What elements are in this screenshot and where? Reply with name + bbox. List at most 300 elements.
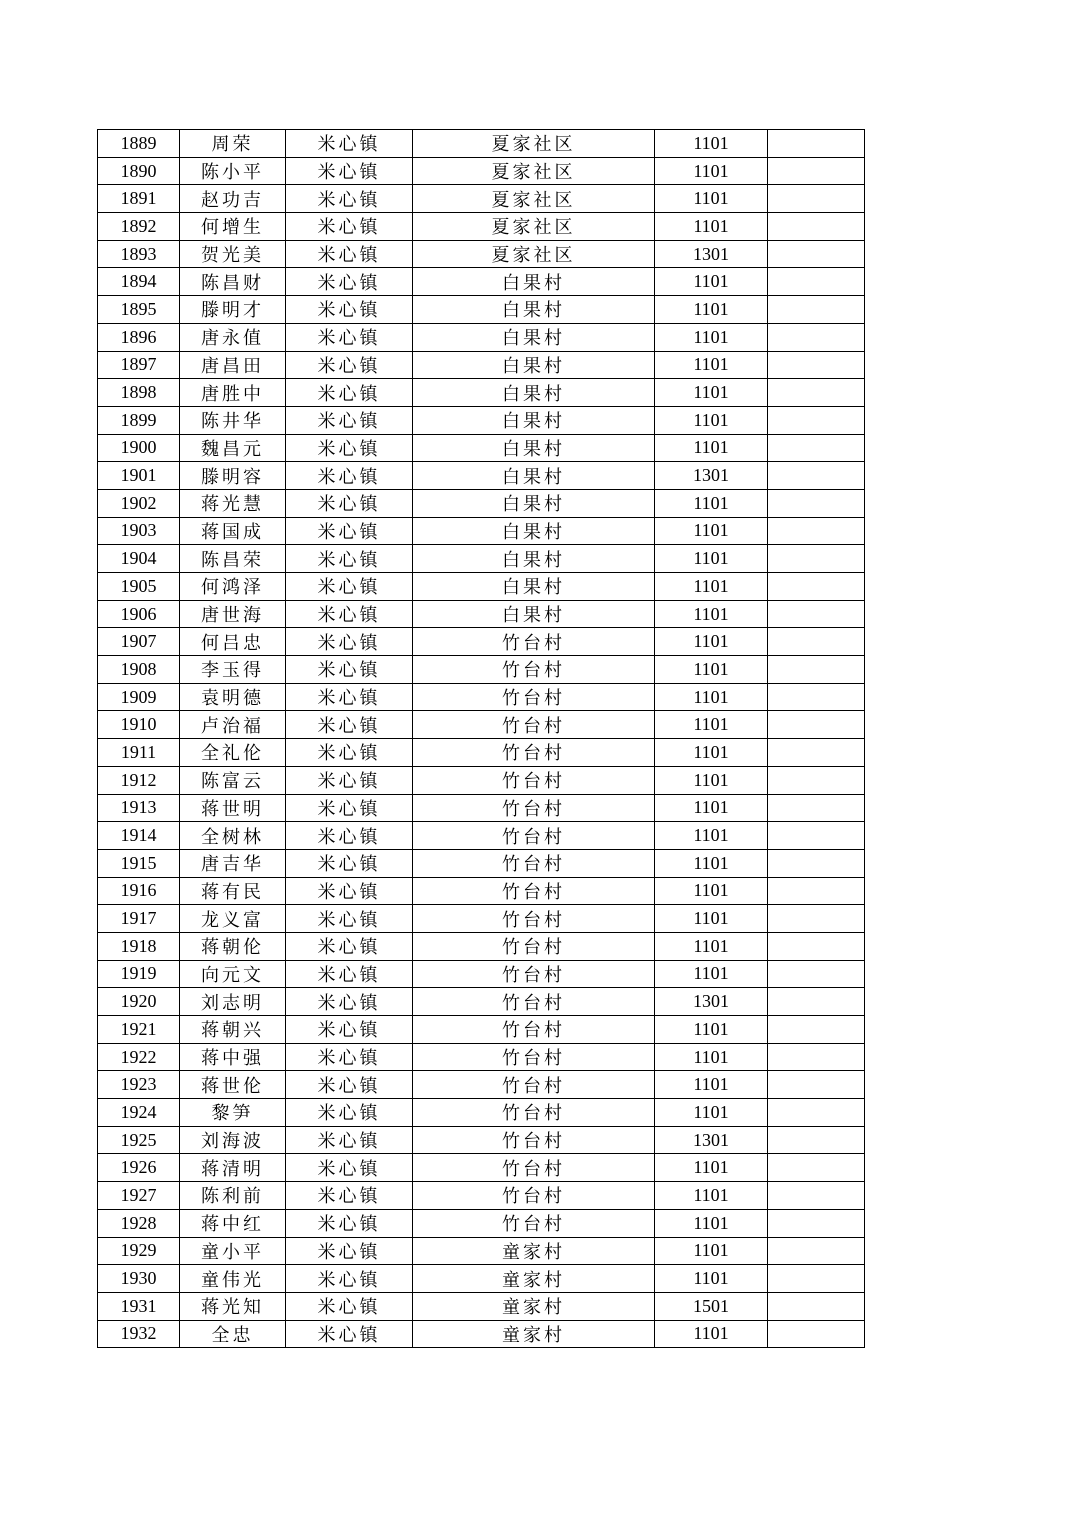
remarks-cell [768, 766, 865, 794]
table-row [98, 1126, 865, 1154]
town-name: 米心镇 [286, 351, 413, 379]
town-name: 米心镇 [286, 1209, 413, 1237]
town-name: 米心镇 [286, 1292, 413, 1320]
category-code: 1101 [655, 1071, 768, 1099]
person-name: 何鸿泽 [180, 573, 286, 601]
remarks-cell [768, 656, 865, 684]
row-number: 1930 [98, 1265, 180, 1293]
table-row [98, 1182, 865, 1210]
person-name: 唐世海 [180, 600, 286, 628]
table-row [98, 932, 865, 960]
row-number: 1892 [98, 213, 180, 241]
row-number: 1928 [98, 1209, 180, 1237]
table-row [98, 185, 865, 213]
person-name: 蒋国成 [180, 517, 286, 545]
row-number: 1891 [98, 185, 180, 213]
table-row [98, 849, 865, 877]
row-number: 1893 [98, 240, 180, 268]
table-row [98, 462, 865, 490]
table-row [98, 130, 865, 158]
remarks-cell [768, 462, 865, 490]
town-name: 米心镇 [286, 240, 413, 268]
row-number: 1897 [98, 351, 180, 379]
table-row [98, 434, 865, 462]
category-code: 1101 [655, 379, 768, 407]
row-number: 1909 [98, 683, 180, 711]
row-number: 1912 [98, 766, 180, 794]
remarks-cell [768, 489, 865, 517]
person-name: 周荣 [180, 130, 286, 158]
category-code: 1101 [655, 1043, 768, 1071]
row-number: 1901 [98, 462, 180, 490]
table-row [98, 351, 865, 379]
category-code: 1101 [655, 268, 768, 296]
person-name: 蒋光知 [180, 1292, 286, 1320]
table-row [98, 822, 865, 850]
table-row [98, 1043, 865, 1071]
person-name: 陈小平 [180, 157, 286, 185]
town-name: 米心镇 [286, 877, 413, 905]
row-number: 1931 [98, 1292, 180, 1320]
table-row [98, 988, 865, 1016]
village-name: 竹台村 [413, 794, 655, 822]
remarks-cell [768, 1265, 865, 1293]
table-row [98, 1265, 865, 1293]
village-name: 白果村 [413, 517, 655, 545]
category-code: 1101 [655, 573, 768, 601]
table-row [98, 1320, 865, 1348]
person-name: 全树林 [180, 822, 286, 850]
person-name: 贺光美 [180, 240, 286, 268]
table-row [98, 960, 865, 988]
category-code: 1101 [655, 157, 768, 185]
town-name: 米心镇 [286, 1182, 413, 1210]
village-name: 白果村 [413, 434, 655, 462]
row-number: 1905 [98, 573, 180, 601]
category-code: 1101 [655, 960, 768, 988]
remarks-cell [768, 683, 865, 711]
town-name: 米心镇 [286, 434, 413, 462]
category-code: 1101 [655, 1237, 768, 1265]
remarks-cell [768, 600, 865, 628]
person-name: 蒋光慧 [180, 489, 286, 517]
row-number: 1908 [98, 656, 180, 684]
row-number: 1890 [98, 157, 180, 185]
row-number: 1927 [98, 1182, 180, 1210]
row-number: 1899 [98, 406, 180, 434]
village-name: 竹台村 [413, 932, 655, 960]
person-name: 陈昌财 [180, 268, 286, 296]
village-name: 白果村 [413, 545, 655, 573]
person-name: 蒋有民 [180, 877, 286, 905]
person-name: 蒋世伦 [180, 1071, 286, 1099]
village-name: 白果村 [413, 462, 655, 490]
person-name: 刘志明 [180, 988, 286, 1016]
person-name: 魏昌元 [180, 434, 286, 462]
town-name: 米心镇 [286, 517, 413, 545]
row-number: 1925 [98, 1126, 180, 1154]
row-number: 1907 [98, 628, 180, 656]
person-name: 蒋中强 [180, 1043, 286, 1071]
person-name: 李玉得 [180, 656, 286, 684]
town-name: 米心镇 [286, 1071, 413, 1099]
town-name: 米心镇 [286, 711, 413, 739]
row-number: 1921 [98, 1016, 180, 1044]
category-code: 1101 [655, 628, 768, 656]
category-code: 1101 [655, 739, 768, 767]
remarks-cell [768, 905, 865, 933]
town-name: 米心镇 [286, 323, 413, 351]
town-name: 米心镇 [286, 1126, 413, 1154]
category-code: 1101 [655, 877, 768, 905]
row-number: 1898 [98, 379, 180, 407]
category-code: 1101 [655, 1016, 768, 1044]
town-name: 米心镇 [286, 545, 413, 573]
table-row [98, 877, 865, 905]
category-code: 1101 [655, 905, 768, 933]
remarks-cell [768, 1320, 865, 1348]
table-row [98, 268, 865, 296]
remarks-cell [768, 323, 865, 351]
table-row [98, 489, 865, 517]
remarks-cell [768, 988, 865, 1016]
category-code: 1101 [655, 323, 768, 351]
town-name: 米心镇 [286, 489, 413, 517]
village-name: 童家村 [413, 1237, 655, 1265]
row-number: 1917 [98, 905, 180, 933]
person-name: 何吕忠 [180, 628, 286, 656]
remarks-cell [768, 1071, 865, 1099]
table-row [98, 296, 865, 324]
person-name: 滕明才 [180, 296, 286, 324]
category-code: 1101 [655, 711, 768, 739]
remarks-cell [768, 1292, 865, 1320]
table-row [98, 157, 865, 185]
village-name: 童家村 [413, 1320, 655, 1348]
row-number: 1914 [98, 822, 180, 850]
remarks-cell [768, 1126, 865, 1154]
table-row [98, 573, 865, 601]
person-name: 蒋清明 [180, 1154, 286, 1182]
village-name: 童家村 [413, 1292, 655, 1320]
town-name: 米心镇 [286, 905, 413, 933]
person-name: 刘海波 [180, 1126, 286, 1154]
town-name: 米心镇 [286, 1237, 413, 1265]
person-name: 陈昌荣 [180, 545, 286, 573]
remarks-cell [768, 379, 865, 407]
town-name: 米心镇 [286, 1320, 413, 1348]
category-code: 1501 [655, 1292, 768, 1320]
remarks-cell [768, 573, 865, 601]
table-row [98, 600, 865, 628]
category-code: 1101 [655, 406, 768, 434]
village-name: 夏家社区 [413, 213, 655, 241]
town-name: 米心镇 [286, 739, 413, 767]
category-code: 1101 [655, 517, 768, 545]
person-name: 赵功吉 [180, 185, 286, 213]
category-code: 1101 [655, 1154, 768, 1182]
row-number: 1895 [98, 296, 180, 324]
category-code: 1101 [655, 296, 768, 324]
remarks-cell [768, 1016, 865, 1044]
table-row [98, 1154, 865, 1182]
village-name: 夏家社区 [413, 157, 655, 185]
remarks-cell [768, 960, 865, 988]
remarks-cell [768, 1154, 865, 1182]
village-name: 竹台村 [413, 628, 655, 656]
remarks-cell [768, 185, 865, 213]
town-name: 米心镇 [286, 157, 413, 185]
row-number: 1920 [98, 988, 180, 1016]
village-name: 竹台村 [413, 1154, 655, 1182]
village-name: 白果村 [413, 489, 655, 517]
table-row [98, 1237, 865, 1265]
table-row [98, 1292, 865, 1320]
person-name: 黎笋 [180, 1099, 286, 1127]
remarks-cell [768, 1043, 865, 1071]
row-number: 1889 [98, 130, 180, 158]
remarks-cell [768, 1099, 865, 1127]
table-row [98, 905, 865, 933]
town-name: 米心镇 [286, 462, 413, 490]
remarks-cell [768, 434, 865, 462]
category-code: 1301 [655, 240, 768, 268]
village-name: 竹台村 [413, 849, 655, 877]
row-number: 1923 [98, 1071, 180, 1099]
remarks-cell [768, 794, 865, 822]
town-name: 米心镇 [286, 1154, 413, 1182]
town-name: 米心镇 [286, 600, 413, 628]
table-row [98, 406, 865, 434]
category-code: 1101 [655, 185, 768, 213]
category-code: 1101 [655, 822, 768, 850]
village-name: 夏家社区 [413, 185, 655, 213]
roster-table-body [98, 130, 865, 1348]
category-code: 1101 [655, 683, 768, 711]
town-name: 米心镇 [286, 960, 413, 988]
table-row [98, 794, 865, 822]
remarks-cell [768, 1209, 865, 1237]
remarks-cell [768, 822, 865, 850]
village-name: 竹台村 [413, 1043, 655, 1071]
row-number: 1916 [98, 877, 180, 905]
town-name: 米心镇 [286, 1099, 413, 1127]
person-name: 蒋朝兴 [180, 1016, 286, 1044]
category-code: 1101 [655, 849, 768, 877]
table-row [98, 1099, 865, 1127]
town-name: 米心镇 [286, 1043, 413, 1071]
remarks-cell [768, 130, 865, 158]
person-name: 唐永值 [180, 323, 286, 351]
village-name: 竹台村 [413, 1016, 655, 1044]
row-number: 1929 [98, 1237, 180, 1265]
remarks-cell [768, 296, 865, 324]
person-name: 唐昌田 [180, 351, 286, 379]
village-name: 竹台村 [413, 1182, 655, 1210]
table-row [98, 1209, 865, 1237]
town-name: 米心镇 [286, 683, 413, 711]
town-name: 米心镇 [286, 628, 413, 656]
village-name: 白果村 [413, 379, 655, 407]
village-name: 白果村 [413, 573, 655, 601]
remarks-cell [768, 517, 865, 545]
village-name: 夏家社区 [413, 130, 655, 158]
table-row [98, 517, 865, 545]
village-name: 竹台村 [413, 739, 655, 767]
table-row [98, 379, 865, 407]
village-name: 竹台村 [413, 1071, 655, 1099]
village-name: 竹台村 [413, 766, 655, 794]
category-code: 1101 [655, 213, 768, 241]
town-name: 米心镇 [286, 932, 413, 960]
person-name: 全忠 [180, 1320, 286, 1348]
table-row [98, 240, 865, 268]
person-name: 袁明德 [180, 683, 286, 711]
row-number: 1926 [98, 1154, 180, 1182]
category-code: 1101 [655, 766, 768, 794]
village-name: 白果村 [413, 323, 655, 351]
row-number: 1913 [98, 794, 180, 822]
category-code: 1101 [655, 489, 768, 517]
category-code: 1101 [655, 1265, 768, 1293]
remarks-cell [768, 157, 865, 185]
category-code: 1101 [655, 434, 768, 462]
town-name: 米心镇 [286, 213, 413, 241]
town-name: 米心镇 [286, 766, 413, 794]
remarks-cell [768, 545, 865, 573]
village-name: 竹台村 [413, 988, 655, 1016]
remarks-cell [768, 932, 865, 960]
town-name: 米心镇 [286, 822, 413, 850]
category-code: 1101 [655, 794, 768, 822]
row-number: 1915 [98, 849, 180, 877]
town-name: 米心镇 [286, 1016, 413, 1044]
town-name: 米心镇 [286, 185, 413, 213]
person-name: 唐吉华 [180, 849, 286, 877]
village-name: 竹台村 [413, 683, 655, 711]
category-code: 1301 [655, 1126, 768, 1154]
town-name: 米心镇 [286, 130, 413, 158]
roster-table [97, 129, 865, 1348]
person-name: 全礼伦 [180, 739, 286, 767]
town-name: 米心镇 [286, 988, 413, 1016]
category-code: 1101 [655, 545, 768, 573]
category-code: 1301 [655, 988, 768, 1016]
remarks-cell [768, 213, 865, 241]
table-row [98, 766, 865, 794]
table-row [98, 545, 865, 573]
town-name: 米心镇 [286, 573, 413, 601]
category-code: 1101 [655, 656, 768, 684]
person-name: 陈井华 [180, 406, 286, 434]
person-name: 蒋朝伦 [180, 932, 286, 960]
person-name: 陈利前 [180, 1182, 286, 1210]
village-name: 白果村 [413, 268, 655, 296]
row-number: 1911 [98, 739, 180, 767]
remarks-cell [768, 1237, 865, 1265]
village-name: 竹台村 [413, 877, 655, 905]
row-number: 1896 [98, 323, 180, 351]
category-code: 1101 [655, 1182, 768, 1210]
row-number: 1904 [98, 545, 180, 573]
category-code: 1101 [655, 932, 768, 960]
remarks-cell [768, 849, 865, 877]
category-code: 1301 [655, 462, 768, 490]
remarks-cell [768, 268, 865, 296]
town-name: 米心镇 [286, 794, 413, 822]
village-name: 白果村 [413, 296, 655, 324]
town-name: 米心镇 [286, 268, 413, 296]
row-number: 1910 [98, 711, 180, 739]
row-number: 1900 [98, 434, 180, 462]
table-row [98, 656, 865, 684]
remarks-cell [768, 1182, 865, 1210]
category-code: 1101 [655, 351, 768, 379]
village-name: 竹台村 [413, 1126, 655, 1154]
village-name: 童家村 [413, 1265, 655, 1293]
person-name: 蒋中红 [180, 1209, 286, 1237]
village-name: 竹台村 [413, 1099, 655, 1127]
row-number: 1903 [98, 517, 180, 545]
row-number: 1894 [98, 268, 180, 296]
category-code: 1101 [655, 1320, 768, 1348]
remarks-cell [768, 351, 865, 379]
person-name: 向元文 [180, 960, 286, 988]
town-name: 米心镇 [286, 1265, 413, 1293]
row-number: 1919 [98, 960, 180, 988]
person-name: 何增生 [180, 213, 286, 241]
category-code: 1101 [655, 1209, 768, 1237]
row-number: 1918 [98, 932, 180, 960]
town-name: 米心镇 [286, 406, 413, 434]
town-name: 米心镇 [286, 379, 413, 407]
village-name: 白果村 [413, 406, 655, 434]
person-name: 唐胜中 [180, 379, 286, 407]
person-name: 蒋世明 [180, 794, 286, 822]
row-number: 1906 [98, 600, 180, 628]
remarks-cell [768, 877, 865, 905]
category-code: 1101 [655, 600, 768, 628]
village-name: 竹台村 [413, 822, 655, 850]
person-name: 陈富云 [180, 766, 286, 794]
category-code: 1101 [655, 130, 768, 158]
village-name: 白果村 [413, 600, 655, 628]
table-row [98, 683, 865, 711]
village-name: 竹台村 [413, 711, 655, 739]
table-row [98, 323, 865, 351]
table-row [98, 1016, 865, 1044]
table-row [98, 628, 865, 656]
village-name: 白果村 [413, 351, 655, 379]
village-name: 竹台村 [413, 905, 655, 933]
table-row [98, 213, 865, 241]
row-number: 1924 [98, 1099, 180, 1127]
village-name: 竹台村 [413, 1209, 655, 1237]
remarks-cell [768, 628, 865, 656]
row-number: 1932 [98, 1320, 180, 1348]
row-number: 1922 [98, 1043, 180, 1071]
town-name: 米心镇 [286, 296, 413, 324]
person-name: 龙义富 [180, 905, 286, 933]
table-row [98, 739, 865, 767]
remarks-cell [768, 406, 865, 434]
table-row [98, 1071, 865, 1099]
person-name: 童伟光 [180, 1265, 286, 1293]
village-name: 竹台村 [413, 656, 655, 684]
row-number: 1902 [98, 489, 180, 517]
town-name: 米心镇 [286, 849, 413, 877]
person-name: 童小平 [180, 1237, 286, 1265]
